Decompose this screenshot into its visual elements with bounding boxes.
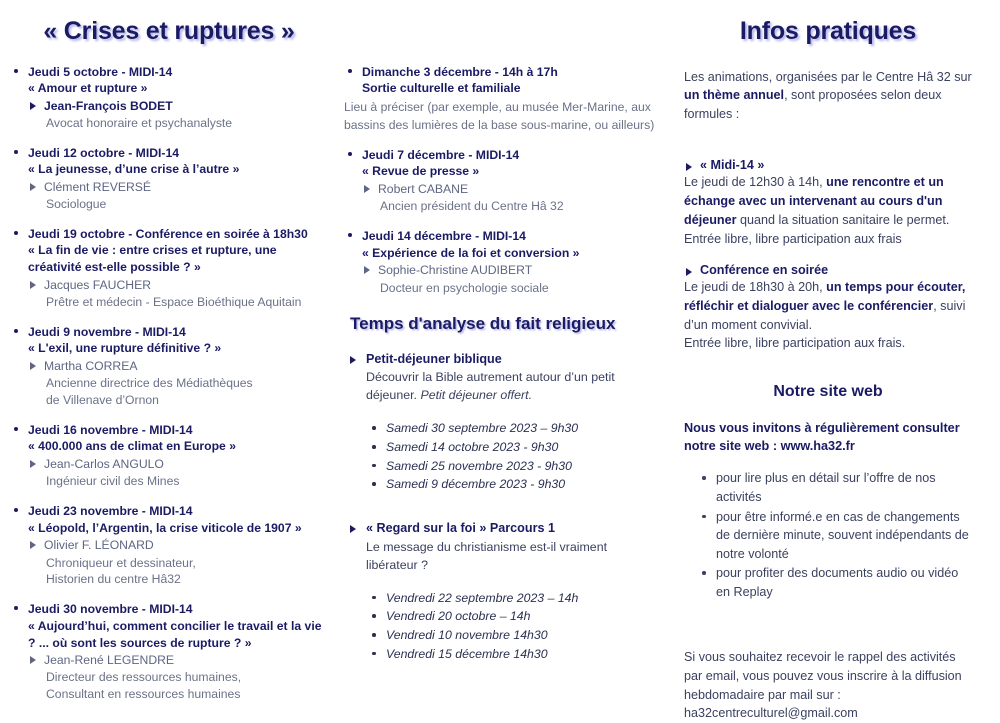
event-entry	[344, 228, 662, 296]
program-list	[344, 351, 662, 664]
intro-text-c: , sont proposées selon deux formules :	[684, 88, 942, 122]
formula-block	[684, 263, 972, 354]
program-date-item: Samedi 30 septembre 2023 – 9h30	[372, 419, 662, 438]
program-block	[350, 520, 662, 663]
event-title: « 400.000 ans de climat en Europe »	[28, 439, 236, 454]
event-speaker-role: Ingénieur civil des Mines	[46, 474, 180, 489]
event-speaker: Martha CORREA	[28, 358, 328, 375]
triangle-bullet-icon	[30, 102, 36, 110]
left-column	[0, 0, 336, 707]
formula-description-bold: un temps pour écouter, réfléchir et dialoguer avec le conférencier	[684, 279, 966, 313]
program-dates-list	[350, 419, 662, 494]
intro-text-a: Les animations, organisées par le Centre Hâ 32 sur	[684, 69, 972, 84]
triangle-bullet-icon	[30, 541, 36, 549]
website-reason-item: pour profiter des documents audio ou vidéo en Replay	[702, 564, 972, 601]
event-speaker: Robert CABANE	[362, 181, 662, 198]
triangle-bullet-icon	[30, 460, 36, 468]
formula-block	[684, 158, 972, 249]
event-speaker-role: Sociologue	[46, 197, 107, 212]
triangle-bullet-icon	[686, 163, 692, 171]
event-speaker-role: Consultant en ressources humaines	[46, 687, 241, 702]
formulas-list	[684, 158, 972, 353]
event-title: « Aujourd’hui, comment concilier le travail et la vie ? ... où sont les sources de rupture ? »	[28, 618, 322, 650]
program-date-item: Vendredi 15 décembre 14h30	[372, 645, 662, 664]
bullet-dot-icon	[14, 69, 18, 73]
formula-title: Conférence en soirée	[684, 263, 972, 277]
event-note: Lieu à préciser (par exemple, au musée Mer-Marine, aux bassins des lumières de la base sous-marine, ou ailleurs)	[344, 100, 655, 132]
event-date: Jeudi 23 novembre - MIDI-14	[28, 504, 193, 519]
event-speaker-role: Ancien président du Centre Hâ 32	[380, 199, 564, 214]
event-date: Jeudi 14 décembre - MIDI-14	[362, 229, 526, 244]
program-block	[350, 351, 662, 494]
middle-column	[336, 0, 672, 707]
triangle-bullet-icon	[364, 266, 370, 274]
triangle-bullet-icon	[686, 268, 692, 276]
program-date-item: Samedi 14 octobre 2023 - 9h30	[372, 438, 662, 457]
event-entry	[10, 145, 328, 213]
event-entry	[10, 324, 328, 409]
formula-title: « Midi-14 »	[684, 158, 972, 172]
bullet-dot-icon	[14, 329, 18, 333]
event-title: « Léopold, l’Argentin, la crise viticole de 1907 »	[28, 520, 302, 535]
middle-events-list	[344, 64, 662, 296]
event-date: Jeudi 19 octobre - Conférence en soirée à 18h30	[28, 226, 308, 241]
intro-text-bold: un thème annuel	[684, 88, 785, 103]
event-speaker-role: Prêtre et médecin - Espace Bioéthique Aquitain	[46, 295, 302, 310]
event-title: « L'exil, une rupture définitive ? »	[28, 341, 222, 356]
bullet-dot-icon	[14, 606, 18, 610]
website-reasons-list	[684, 469, 972, 601]
program-date-item: Vendredi 22 septembre 2023 – 14h	[372, 589, 662, 608]
event-speaker-role: Docteur en psychologie sociale	[380, 280, 549, 295]
formula-entry-note: Entrée libre, libre participation aux frais.	[684, 336, 906, 351]
event-speaker-role: de Villenave d’Ornon	[46, 393, 159, 408]
event-title: « Revue de presse »	[362, 164, 480, 179]
intro-paragraph	[684, 68, 972, 125]
infos-pratiques-title: Infos pratiques	[739, 17, 917, 45]
event-entry	[10, 601, 328, 703]
bullet-dot-icon	[14, 150, 18, 154]
program-date-item: Vendredi 20 octobre – 14h	[372, 607, 662, 626]
event-speaker-role: Ancienne directrice des Médiathèques	[46, 376, 253, 391]
program-date-item: Samedi 25 novembre 2023 - 9h30	[372, 457, 662, 476]
event-entry	[10, 226, 328, 311]
bullet-dot-icon	[14, 508, 18, 512]
event-speaker: Jean-Carlos ANGULO	[28, 456, 328, 473]
triangle-bullet-icon	[350, 525, 356, 533]
program-date-item: Samedi 9 décembre 2023 - 9h30	[372, 475, 662, 494]
event-speaker: Sophie-Christine AUDIBERT	[362, 262, 662, 279]
event-title: « La jeunesse, d’une crise à l’autre »	[28, 162, 240, 177]
website-invite: Nous vous invitons à régulièrement consulter notre site web : www.ha32.fr	[684, 421, 960, 454]
bullet-dot-icon	[14, 427, 18, 431]
triangle-bullet-icon	[30, 656, 36, 664]
program-title: Petit-déjeuner biblique	[350, 351, 662, 369]
event-speaker: Jean-René LEGENDRE	[28, 652, 328, 669]
left-events-list	[10, 64, 328, 704]
program-description-emphasis: Petit déjeuner offert.	[420, 388, 533, 403]
event-entry	[344, 147, 662, 215]
event-speaker-role: Historien du centre Hâ32	[46, 572, 181, 587]
bullet-dot-icon	[348, 69, 352, 73]
bullet-dot-icon	[348, 233, 352, 237]
program-description: Découvrir la Bible autrement autour d’un petit déjeuner. Petit déjeuner offert.	[366, 370, 615, 403]
program-description: Le message du christianisme est-il vraiment libérateur ?	[366, 539, 608, 572]
event-title: Sortie culturelle et familiale	[362, 81, 521, 96]
formula-description-bold: une rencontre et un échange avec un intervenant au cours d'un déjeuner	[684, 175, 944, 227]
event-entry	[10, 64, 328, 132]
event-speaker-role: Chroniqueur et dessinateur,	[46, 555, 196, 570]
event-title: « Amour et rupture »	[28, 80, 148, 95]
event-date: Jeudi 16 novembre - MIDI-14	[28, 422, 193, 437]
event-date: Jeudi 9 novembre - MIDI-14	[28, 324, 186, 339]
event-date: Dimanche 3 décembre - 14h à 17h	[362, 65, 558, 79]
event-speaker: Clément REVERSÉ	[28, 179, 328, 196]
notre-site-web-title: Notre site web	[773, 383, 883, 401]
formula-description: Le jeudi de 12h30 à 14h, une rencontre et un échange avec un intervenant au cours d'un déjeuner quand la situation sanitaire le permet.	[684, 175, 950, 227]
triangle-bullet-icon	[350, 356, 356, 364]
formula-entry-note: Entrée libre, libre participation aux frais	[684, 231, 902, 246]
main-title: « Crises et ruptures »	[43, 17, 295, 45]
website-reason-item: pour être informé.e en cas de changements de dernière minute, souvent indépendants de notre volonté	[702, 508, 972, 564]
triangle-bullet-icon	[30, 281, 36, 289]
program-dates-list	[350, 589, 662, 664]
event-entry	[10, 503, 328, 588]
event-title: « La fin de vie : entre crises et rupture, une créativité est-elle possible ? »	[28, 243, 277, 275]
event-speaker-role: Directeur des ressources humaines,	[46, 670, 242, 685]
event-speaker: Olivier F. LÉONARD	[28, 537, 328, 554]
triangle-bullet-icon	[30, 183, 36, 191]
event-date: Jeudi 12 octobre - MIDI-14	[28, 145, 180, 160]
event-title: « Expérience de la foi et conversion »	[362, 245, 580, 260]
bullet-dot-icon	[348, 152, 352, 156]
newsletter-paragraph: Si vous souhaitez recevoir le rappel des activités par email, vous pouvez vous inscrire à la diffusion hebdomadaire par mail sur : ha32centreculturel@gmail.com	[684, 649, 962, 721]
event-date: Jeudi 30 novembre - MIDI-14	[28, 602, 193, 617]
program-title: « Regard sur la foi » Parcours 1	[350, 520, 662, 538]
event-date: Jeudi 7 décembre - MIDI-14	[362, 147, 520, 162]
event-entry	[10, 422, 328, 490]
event-entry	[344, 64, 662, 134]
program-date-item: Vendredi 10 novembre 14h30	[372, 626, 662, 645]
bullet-dot-icon	[14, 231, 18, 235]
triangle-bullet-icon	[30, 362, 36, 370]
section-heading-religious-analysis: Temps d'analyse du fait religieux	[350, 314, 616, 334]
event-speaker: Jean-François BODET	[28, 98, 328, 115]
event-speaker-role: Avocat honoraire et psychanalyste	[46, 115, 233, 130]
event-date: Jeudi 5 octobre - MIDI-14	[28, 64, 173, 79]
right-column	[672, 0, 1000, 721]
triangle-bullet-icon	[364, 185, 370, 193]
website-reason-item: pour lire plus en détail sur l’offre de nos activités	[702, 469, 972, 506]
formula-description: Le jeudi de 18h30 à 20h, un temps pour écouter, réfléchir et dialoguer avec le conférencier, suivi d’un moment convivial.	[684, 279, 966, 332]
event-speaker: Jacques FAUCHER	[28, 277, 328, 294]
